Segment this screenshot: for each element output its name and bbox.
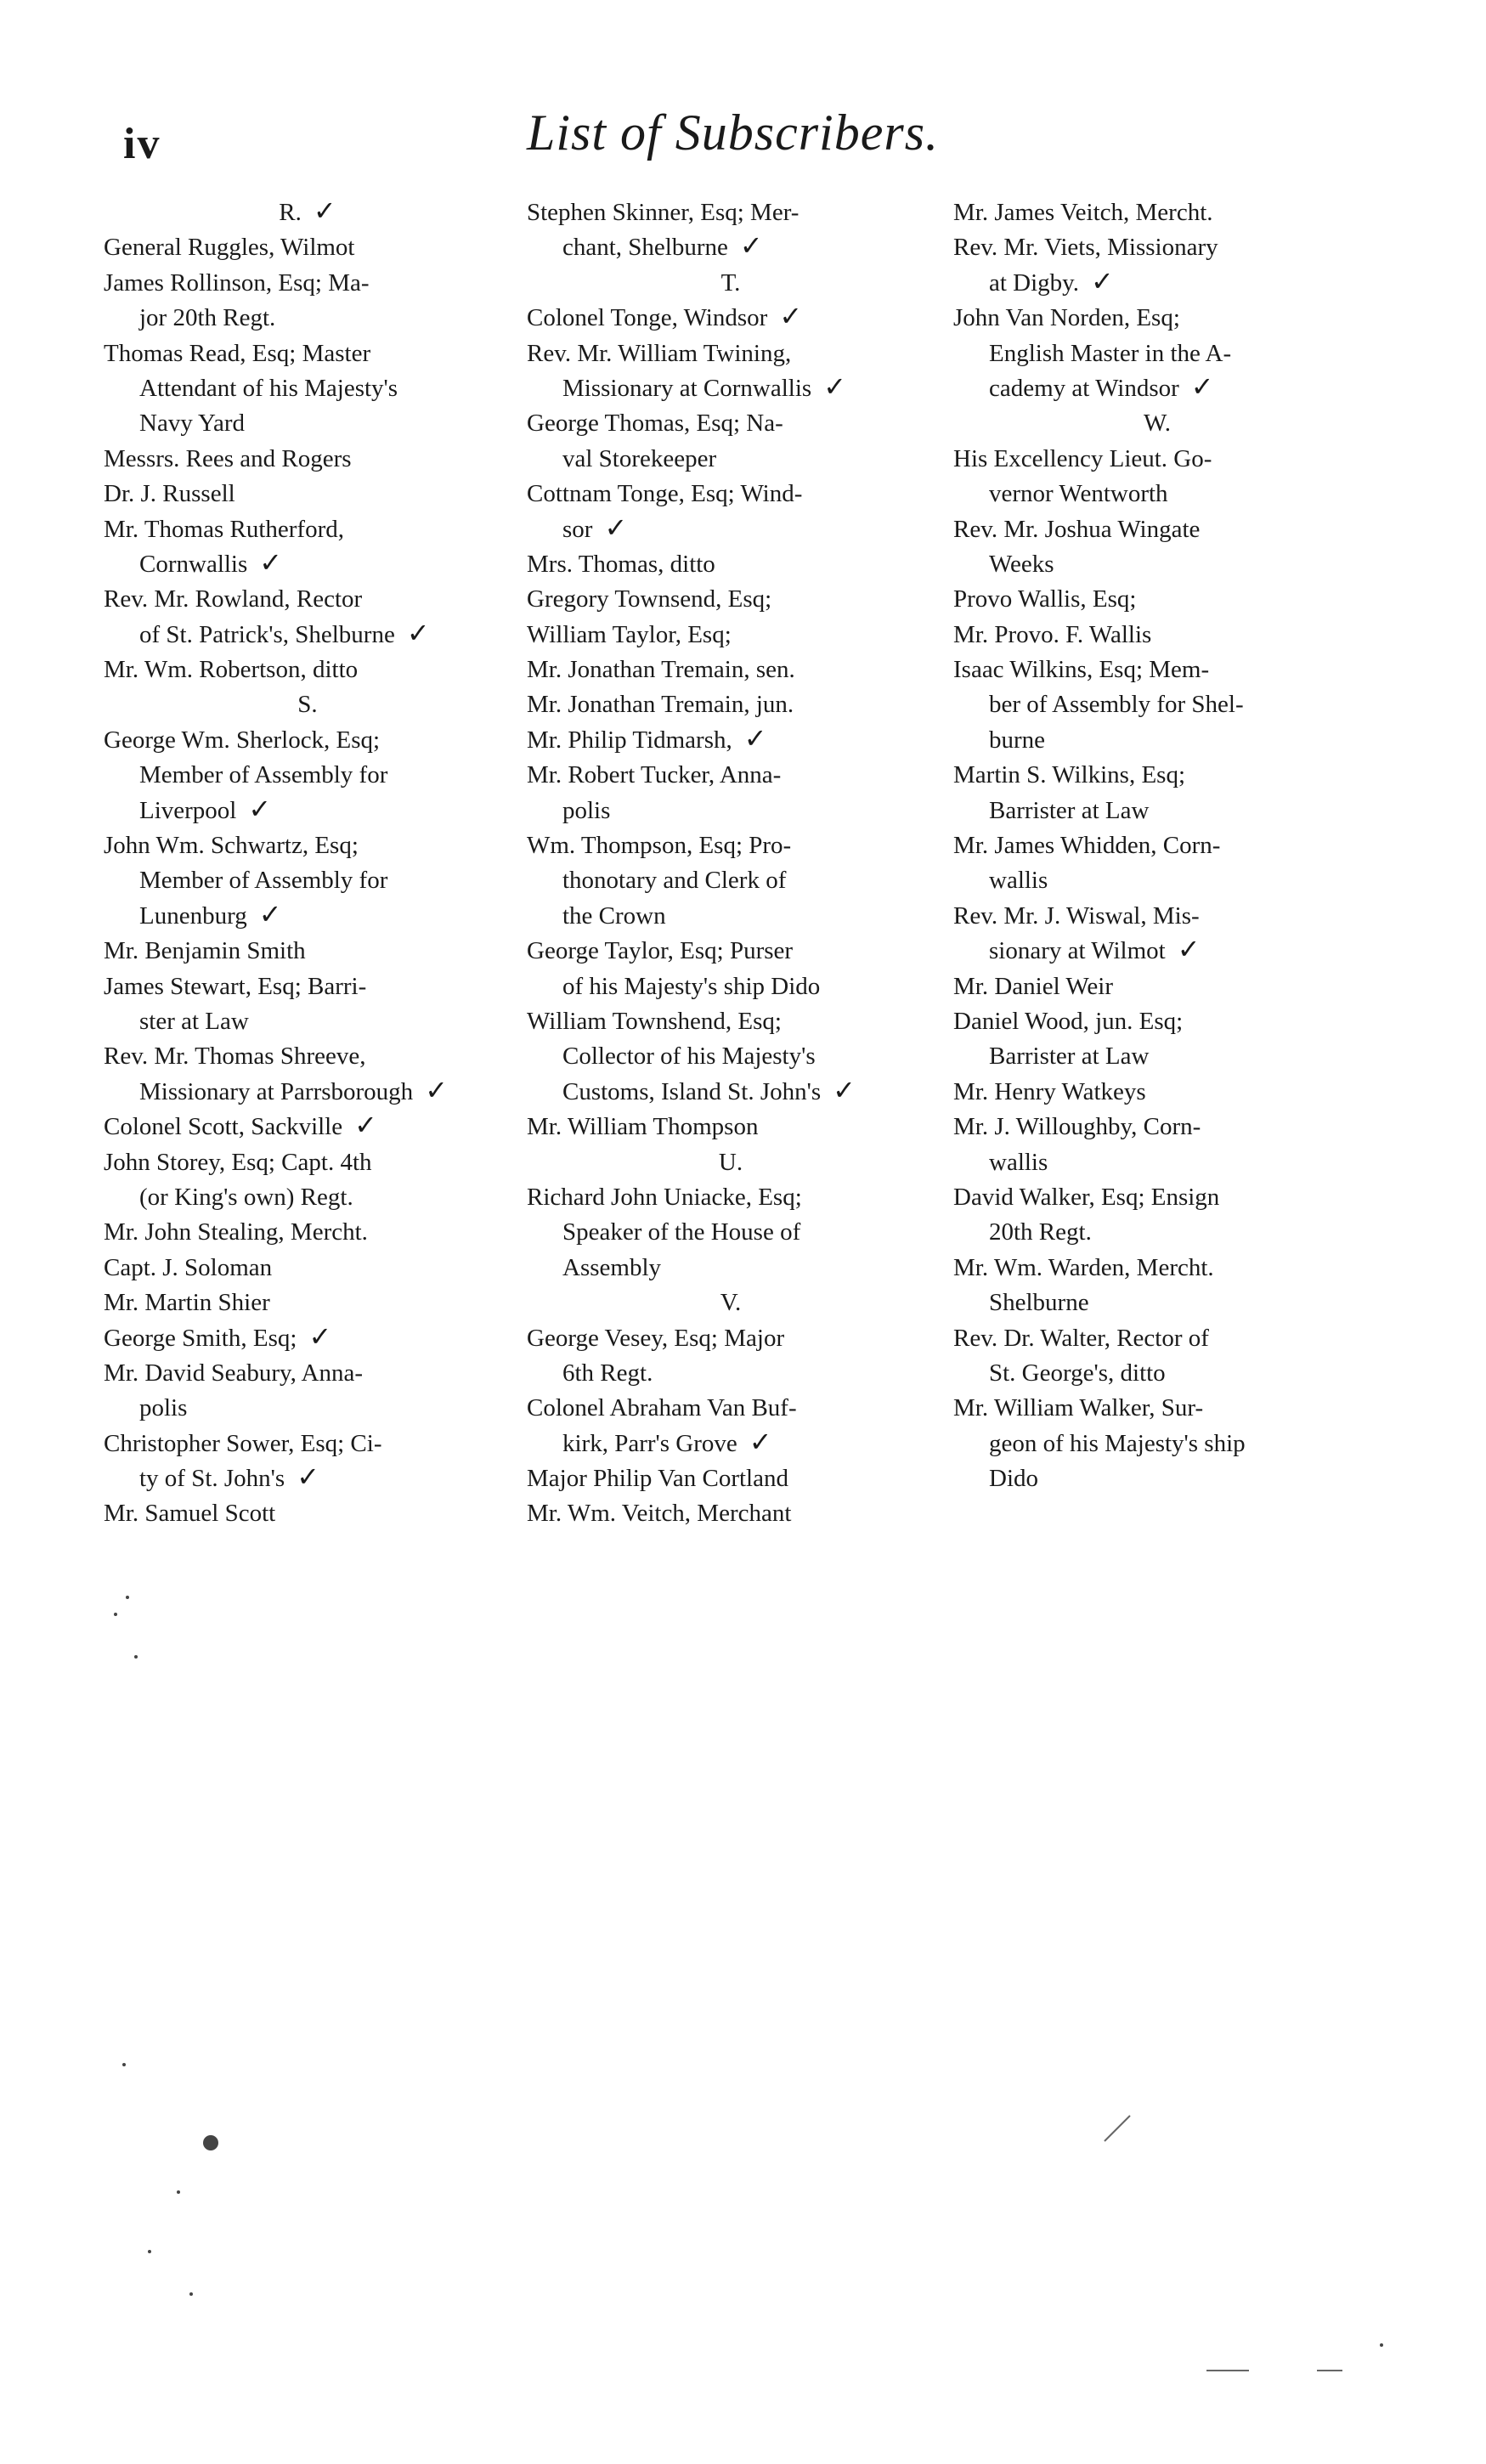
entry-continuation [104, 1461, 528, 1496]
entry-text: Member of Assembly for [139, 867, 388, 895]
entry-text: Dido [989, 1465, 1038, 1493]
entry-continuation [527, 371, 952, 406]
entry-text: Rev. Mr. Rowland, Rector [104, 585, 363, 613]
speck [122, 2063, 126, 2066]
entry-text: Provo Wallis, Esq; [953, 585, 1137, 613]
page-number: iv [123, 120, 161, 168]
entry-text: R. [279, 199, 302, 226]
subscriber-entry [527, 195, 952, 230]
subscriber-entry [953, 1321, 1378, 1356]
entry-text: at Digby. [989, 268, 1080, 297]
checkmark-icon: ✓ [354, 1110, 377, 1141]
subscriber-entry [953, 582, 1378, 617]
entry-text: ty of St. John's [139, 1465, 285, 1493]
section-letter [527, 1145, 952, 1180]
subscriber-entry [104, 1286, 528, 1320]
entry-text: Collector of his Majesty's [562, 1043, 816, 1071]
subscriber-entry [104, 969, 528, 1004]
subscriber-entry [104, 828, 528, 863]
checkmark-icon: ✓ [259, 546, 283, 578]
entry-text: chant, Shelburne [562, 234, 728, 262]
entry-continuation [953, 863, 1378, 898]
entry-text: Mr. Wm. Warden, Mercht. [953, 1253, 1214, 1281]
entry-text: Rev. Mr. Viets, Missionary [953, 234, 1218, 262]
entry-continuation [953, 266, 1378, 301]
entry-text: Mrs. Thomas, ditto [527, 550, 715, 578]
entry-text: Navy Yard [139, 410, 246, 438]
entry-continuation [527, 794, 952, 828]
entry-text: cademy at Windsor [989, 374, 1179, 402]
section-letter [104, 195, 528, 230]
subscriber-entry [527, 653, 952, 687]
entry-text: Mr. Wm. Robertson, ditto [104, 656, 359, 684]
entry-continuation [953, 1461, 1378, 1496]
subscriber-entry [527, 828, 952, 863]
entry-text: kirk, Parr's Grove [562, 1429, 737, 1457]
checkmark-icon: ✓ [1190, 370, 1214, 402]
subscriber-entry [104, 1321, 528, 1356]
speck [189, 2292, 193, 2296]
subscriber-entry [104, 1215, 528, 1250]
speck [114, 1613, 117, 1616]
entry-text: Rev. Dr. Walter, Rector of [953, 1324, 1209, 1352]
entry-text: polis [562, 796, 611, 824]
entry-continuation [953, 1356, 1378, 1391]
entry-continuation [953, 1286, 1378, 1320]
entry-text: Major Philip Van Cortland [527, 1465, 788, 1493]
subscriber-entry [104, 512, 528, 547]
subscriber-entry [104, 442, 528, 477]
entry-text: Mr. James Whidden, Corn- [953, 832, 1221, 860]
speck [134, 1655, 138, 1659]
entry-text: George Thomas, Esq; Na- [527, 410, 783, 438]
checkmark-icon: ✓ [425, 1074, 448, 1105]
entry-text: Colonel Tonge, Windsor [527, 304, 768, 332]
checkmark-icon: ✓ [823, 370, 847, 402]
subscriber-entry [527, 723, 952, 758]
entry-text: 20th Regt. [989, 1218, 1092, 1246]
entry-text: jor 20th Regt. [139, 304, 276, 332]
entry-continuation [527, 1356, 952, 1391]
entry-text: Mr. Martin Shier [104, 1289, 270, 1317]
checkmark-icon: ✓ [313, 195, 336, 226]
entry-text: Mr. Jonathan Tremain, jun. [527, 691, 794, 719]
entry-text: Assembly [562, 1253, 661, 1281]
entry-text: Mr. Samuel Scott [104, 1500, 276, 1528]
entry-text: Gregory Townsend, Esq; [527, 585, 772, 613]
entry-continuation [104, 1004, 528, 1039]
pen-mark [1105, 2116, 1130, 2141]
checkmark-icon: ✓ [833, 1074, 856, 1105]
entry-text: Mr. J. Willoughby, Corn- [953, 1113, 1201, 1141]
entry-text: Mr. John Stealing, Mercht. [104, 1218, 368, 1246]
entry-text: Cottnam Tonge, Esq; Wind- [527, 480, 803, 508]
entry-text: val Storekeeper [562, 444, 717, 472]
subscriber-entry [104, 336, 528, 371]
entry-text: George Vesey, Esq; Major [527, 1324, 785, 1352]
entry-text: (or King's own) Regt. [139, 1183, 353, 1211]
entry-text: General Ruggles, Wilmot [104, 234, 355, 262]
subscriber-entry [953, 195, 1378, 230]
entry-text: Mr. James Veitch, Mercht. [953, 199, 1213, 226]
entry-text: John Wm. Schwartz, Esq; [104, 832, 359, 860]
subscriber-entry [527, 934, 952, 969]
subscriber-entry [953, 653, 1378, 687]
entry-continuation [527, 1039, 952, 1074]
entry-text: T. [720, 268, 741, 297]
entry-text: geon of his Majesty's ship [989, 1429, 1246, 1457]
subscriber-entry [953, 1391, 1378, 1426]
entry-text: Attendant of his Majesty's [139, 374, 398, 402]
entry-text: Mr. Thomas Rutherford, [104, 515, 344, 543]
subscriber-entry [104, 1110, 528, 1144]
entry-text: Mr. Wm. Veitch, Merchant [527, 1500, 792, 1528]
entry-text: vernor Wentworth [989, 480, 1168, 508]
entry-continuation [527, 1427, 952, 1461]
entry-text: polis [139, 1394, 188, 1422]
speck [1380, 2343, 1383, 2347]
speck [126, 1596, 129, 1599]
subscriber-entry [953, 230, 1378, 265]
entry-text: English Master in the A- [989, 339, 1232, 367]
subscriber-entry [953, 1180, 1378, 1215]
entry-text: Capt. J. Soloman [104, 1253, 273, 1281]
entry-text: Richard John Uniacke, Esq; [527, 1183, 802, 1211]
entry-text: James Rollinson, Esq; Ma- [104, 268, 370, 297]
entry-text: Daniel Wood, jun. Esq; [953, 1007, 1184, 1035]
subscriber-entry [953, 1075, 1378, 1110]
entry-continuation [527, 863, 952, 898]
subscriber-entry [104, 934, 528, 969]
entry-continuation [104, 618, 528, 653]
subscriber-column-1 [104, 195, 528, 1532]
subscriber-entry [104, 230, 528, 265]
entry-continuation [527, 512, 952, 547]
subscriber-entry [527, 1321, 952, 1356]
entry-text: S. [297, 691, 318, 719]
entry-text: Barrister at Law [989, 1043, 1150, 1071]
checkmark-icon: ✓ [604, 511, 628, 543]
subscriber-entry [527, 758, 952, 793]
subscriber-entry [953, 758, 1378, 793]
checkmark-icon: ✓ [743, 722, 767, 754]
entry-continuation [104, 1075, 528, 1110]
subscriber-entry [104, 266, 528, 301]
subscriber-entry [953, 512, 1378, 547]
checkmark-icon: ✓ [297, 1461, 320, 1493]
entry-continuation [953, 723, 1378, 758]
entry-text: Mr. Provo. F. Wallis [953, 620, 1152, 648]
entry-text: Mr. Jonathan Tremain, sen. [527, 656, 795, 684]
entry-continuation [527, 1251, 952, 1286]
entry-text: Speaker of the House of [562, 1218, 801, 1246]
entry-text: Mr. Benjamin Smith [104, 937, 306, 965]
entry-text: V. [720, 1289, 742, 1317]
entry-text: Martin S. Wilkins, Esq; [953, 761, 1186, 789]
entry-continuation [527, 1075, 952, 1110]
section-letter [104, 687, 528, 722]
entry-text: George Wm. Sherlock, Esq; [104, 726, 381, 754]
entry-continuation [527, 442, 952, 477]
entry-text: Colonel Abraham Van Buf- [527, 1394, 797, 1422]
subscriber-entry [104, 1427, 528, 1461]
entry-text: Weeks [989, 550, 1054, 578]
subscriber-entry [953, 301, 1378, 336]
subscriber-entry [104, 1496, 528, 1531]
subscriber-entry [527, 1461, 952, 1496]
entry-text: Thomas Read, Esq; Master [104, 339, 371, 367]
entry-continuation [953, 934, 1378, 969]
entry-continuation [953, 1427, 1378, 1461]
subscriber-entry [527, 477, 952, 511]
entry-text: Mr. Daniel Weir [953, 972, 1114, 1000]
subscriber-entry [953, 1251, 1378, 1286]
entry-text: Mr. David Seabury, Anna- [104, 1359, 363, 1387]
entry-text: Mr. Robert Tucker, Anna- [527, 761, 782, 789]
entry-continuation [953, 371, 1378, 406]
checkmark-icon: ✓ [1177, 934, 1201, 965]
subscriber-column-3 [953, 195, 1378, 1496]
subscriber-entry [104, 477, 528, 511]
subscriber-entry [104, 1356, 528, 1391]
entry-text: sionary at Wilmot [989, 937, 1166, 965]
subscriber-entry [953, 618, 1378, 653]
entry-text: Barrister at Law [989, 796, 1150, 824]
entry-continuation [953, 547, 1378, 582]
entry-continuation [527, 899, 952, 934]
subscriber-entry [527, 1391, 952, 1426]
entry-text: W. [1144, 410, 1171, 438]
entry-text: Christopher Sower, Esq; Ci- [104, 1429, 382, 1457]
entry-text: of St. Patrick's, Shelburne [139, 620, 395, 648]
entry-text: thonotary and Clerk of [562, 867, 787, 895]
checkmark-icon: ✓ [749, 1426, 772, 1457]
entry-continuation [104, 1391, 528, 1426]
entry-text: Colonel Scott, Sackville [104, 1113, 343, 1141]
entry-text: sor [562, 515, 593, 543]
entry-text: St. George's, ditto [989, 1359, 1166, 1387]
subscriber-entry [953, 442, 1378, 477]
entry-text: Mr. Henry Watkeys [953, 1077, 1146, 1105]
entry-text: Messrs. Rees and Rogers [104, 444, 352, 472]
entry-continuation [953, 477, 1378, 511]
entry-text: Rev. Mr. J. Wiswal, Mis- [953, 901, 1200, 930]
entry-text: George Smith, Esq; [104, 1324, 297, 1352]
checkmark-icon: ✓ [406, 617, 430, 648]
subscriber-entry [953, 899, 1378, 934]
entry-text: burne [989, 726, 1046, 754]
entry-text: Rev. Mr. Thomas Shreeve, [104, 1043, 366, 1071]
entry-continuation [953, 794, 1378, 828]
checkmark-icon: ✓ [739, 230, 763, 262]
subscriber-entry [527, 618, 952, 653]
checkmark-icon: ✓ [1091, 265, 1114, 297]
entry-text: Member of Assembly for [139, 761, 388, 789]
section-letter [527, 1286, 952, 1320]
entry-continuation [953, 1145, 1378, 1180]
subscriber-entry [104, 653, 528, 687]
page-title: List of Subscribers. [527, 105, 940, 161]
subscriber-entry [527, 1180, 952, 1215]
subscriber-entry [104, 582, 528, 617]
subscriber-column-2 [527, 195, 952, 1532]
entry-text: Mr. William Walker, Sur- [953, 1394, 1204, 1422]
entry-continuation [104, 301, 528, 336]
subscriber-entry [104, 1145, 528, 1180]
subscriber-entry [104, 1039, 528, 1074]
entry-text: Stephen Skinner, Esq; Mer- [527, 199, 800, 226]
subscriber-entry [527, 547, 952, 582]
section-letter [953, 406, 1378, 441]
speck [148, 2250, 151, 2253]
entry-text: George Taylor, Esq; Purser [527, 937, 794, 965]
checkmark-icon: ✓ [779, 301, 803, 332]
entry-continuation [104, 1180, 528, 1215]
entry-continuation [104, 899, 528, 934]
entry-text: Rev. Mr. Joshua Wingate [953, 515, 1201, 543]
entry-text: Wm. Thompson, Esq; Pro- [527, 832, 792, 860]
entry-text: John Storey, Esq; Capt. 4th [104, 1148, 372, 1176]
entry-text: U. [718, 1148, 743, 1176]
section-letter [527, 266, 952, 301]
entry-text: Isaac Wilkins, Esq; Mem- [953, 656, 1210, 684]
entry-text: John Van Norden, Esq; [953, 304, 1180, 332]
entry-text: Rev. Mr. William Twining, [527, 339, 792, 367]
subscriber-entry [527, 1110, 952, 1144]
speck [177, 2190, 180, 2194]
entry-text: ster at Law [139, 1007, 249, 1035]
subscriber-entry [953, 828, 1378, 863]
entry-text: Shelburne [989, 1289, 1089, 1317]
entry-continuation [953, 336, 1378, 371]
entry-text: David Walker, Esq; Ensign [953, 1183, 1220, 1211]
subscriber-entry [527, 1004, 952, 1039]
entry-text: Customs, Island St. John's [562, 1077, 822, 1105]
subscriber-entry [527, 301, 952, 336]
entry-text: Missionary at Cornwallis [562, 374, 812, 402]
subscriber-entry [953, 1004, 1378, 1039]
subscriber-entry [104, 1251, 528, 1286]
entry-text: Lunenburg [139, 901, 247, 930]
entry-text: Missionary at Parrsborough [139, 1077, 414, 1105]
entry-continuation [104, 794, 528, 828]
entry-continuation [527, 969, 952, 1004]
entry-text: Mr. William Thompson [527, 1113, 759, 1141]
checkmark-icon: ✓ [258, 898, 282, 930]
entry-text: wallis [989, 867, 1048, 895]
entry-text: William Taylor, Esq; [527, 620, 732, 648]
entry-continuation [104, 406, 528, 441]
entry-continuation [104, 547, 528, 582]
entry-continuation [104, 863, 528, 898]
entry-text: of his Majesty's ship Dido [562, 972, 821, 1000]
entry-text: the Crown [562, 901, 666, 930]
entry-text: wallis [989, 1148, 1048, 1176]
entry-text: Liverpool [139, 796, 237, 824]
entry-text: Dr. J. Russell [104, 480, 235, 508]
subscriber-entry [527, 582, 952, 617]
entry-continuation [527, 1215, 952, 1250]
entry-text: His Excellency Lieut. Go- [953, 444, 1212, 472]
entry-text: Mr. Philip Tidmarsh, [527, 726, 732, 754]
entry-continuation [527, 230, 952, 265]
entry-text: James Stewart, Esq; Barri- [104, 972, 367, 1000]
entry-continuation [104, 371, 528, 406]
entry-text: 6th Regt. [562, 1359, 653, 1387]
subscriber-entry [527, 687, 952, 722]
subscriber-entry [527, 406, 952, 441]
checkmark-icon: ✓ [248, 793, 272, 824]
ink-blot [203, 2135, 218, 2150]
subscriber-entry [104, 723, 528, 758]
subscriber-entry [953, 969, 1378, 1004]
entry-continuation [953, 1039, 1378, 1074]
entry-continuation [953, 1215, 1378, 1250]
subscriber-entry [527, 1496, 952, 1531]
entry-text: William Townshend, Esq; [527, 1007, 782, 1035]
checkmark-icon: ✓ [308, 1320, 332, 1352]
subscriber-entry [527, 336, 952, 371]
subscriber-entry [953, 1110, 1378, 1144]
entry-continuation [953, 687, 1378, 722]
entry-text: ber of Assembly for Shel- [989, 691, 1244, 719]
entry-text: Cornwallis [139, 550, 248, 578]
entry-continuation [104, 758, 528, 793]
